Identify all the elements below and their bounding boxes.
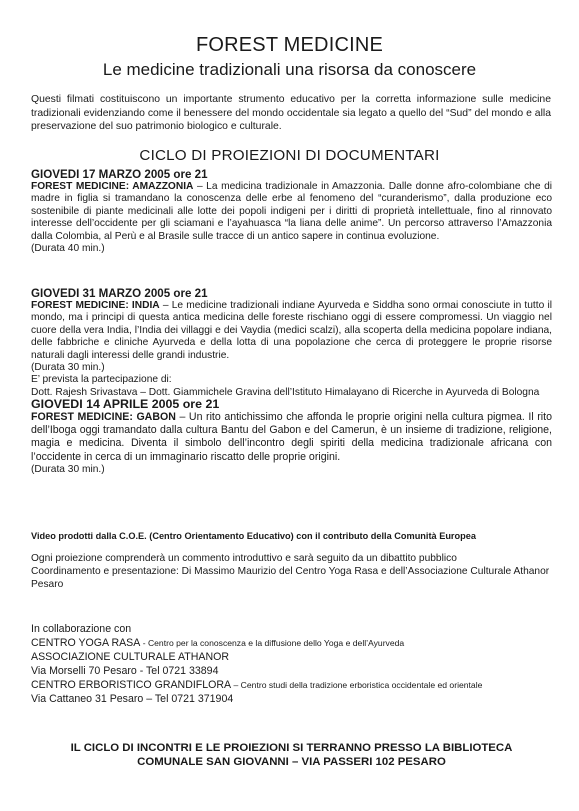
centro-yoga-name: CENTRO YOGA RASA — [31, 637, 141, 649]
event-india — [31, 287, 552, 399]
event-date: GIOVEDI 17 MARZO 2005 ore 21 — [31, 168, 208, 181]
grandiflora-desc: – Centro studi della tradizione erboristica occidentale ed orientale — [231, 680, 483, 690]
collaboration-block — [31, 622, 561, 706]
event-description — [31, 181, 552, 243]
venue-line-1: IL CICLO DI INCONTRI E LE PROIEZIONI SI TERRANNO PRESSO LA BIBLIOTECA — [70, 742, 513, 754]
grandiflora-address: Via Cattaneo 31 Pesaro – Tel 0721 371904 — [31, 693, 234, 705]
projection-note: Ogni proiezione comprenderà un commento introduttivo e sarà seguito da un dibattito pubblico — [31, 553, 457, 564]
event-film-title: FOREST MEDICINE: INDIA — [31, 300, 160, 311]
event-description — [31, 300, 552, 362]
venue-footer — [31, 741, 552, 769]
event-duration: (Durata 30 min.) — [31, 463, 105, 475]
athanor-name: ASSOCIAZIONE CULTURALE ATHANOR — [31, 651, 229, 663]
event-duration: (Durata 40 min.) — [31, 243, 105, 255]
centro-yoga-line — [31, 636, 561, 650]
participants: Dott. Rajesh Srivastava – Dott. Giammichele Gravina dell’Istituto Himalayano di Ricerche in Ayurveda di Bologna — [31, 386, 540, 398]
event-film-title: FOREST MEDICINE: GABON — [31, 411, 176, 423]
intro-paragraph: Questi filmati costituiscono un importante strumento educativo per la corretta informazione sulle medicine tradizionali evidenziando come il benessere del mondo occidentale sia legato a quello del “Sud” del mondo e alla preservazione del suo patrimonio biologico e culturale. — [31, 94, 551, 133]
event-date: GIOVEDI 14 APRILE 2005 ore 21 — [31, 397, 220, 411]
event-duration: (Durata 30 min.) — [31, 362, 105, 374]
page-title: FOREST MEDICINE — [195, 34, 384, 56]
event-description-text: – La medicina tradizionale in Amazzonia. Dalle donne afro-colombiane che di madre in figlia si tramandano la conoscenza delle erbe al fenomeno del “curanderismo”, dalla produzione eco sostenibile di piante medicinali alle lotte dei popoli indigeni per i diritti di proprietà intellettuale, fino al rinnovato interesse dell’occidente per gli sciamani e l’ayahuasca “la liana delle anime”. Un percorso attraverso l’Amazzonia dalla Colombia, al Perù e al Brasile sulle tracce di un antico sapere in continua evoluzione. — [31, 181, 552, 242]
grandiflora-name: CENTRO ERBORISTICO GRANDIFLORA — [31, 679, 232, 691]
event-description — [31, 411, 552, 464]
centro-yoga-desc: - Centro per la conoscenza e la diffusione dello Yoga e dell’Ayurveda — [140, 638, 405, 648]
event-description-text: – Le medicine tradizionali indiane Ayurveda e Siddha sono ormai conosciute in tutto il mondo, ma i principi di questa antica medicina delle foreste rischiano oggi di essere compromessi. Un viaggio nel cuore della vera India, l’India dei villaggi e dei Vaydia (medici scalzi), alla scoperta della medicina popolare indiana, delle fabbriche e cliniche Ayurveda e della lotta di una popolazione che cerca di proteggere le proprie risorse naturali dagli interessi delle grandi industrie. — [31, 300, 552, 361]
venue-line-2: COMUNALE SAN GIOVANNI – VIA PASSERI 102 PESARO — [137, 756, 446, 768]
video-note: Video prodotti dalla C.O.E. (Centro Orientamento Educativo) con il contributo della Comunità Europea — [31, 531, 476, 541]
participation-label: E’ prevista la partecipazione di: — [31, 374, 172, 386]
cycle-heading: CICLO DI PROIEZIONI DI DOCUMENTARI — [139, 147, 440, 164]
event-description-text: – Un rito antichissimo che affonda le proprie origini nella cultura pigmea. Il rito dell’Iboga oggi tramandato dalla cultura Bantu del Gabon e del Camerun, è un insieme di tradizione, religione, magia e medicina. Diventa il simbolo dell’incontro degli spiriti della medicina tradizionale africana con l’occidente in cerca di un immaginario riscatto delle proprie origini. — [31, 411, 552, 463]
event-date: GIOVEDI 31 MARZO 2005 ore 21 — [31, 287, 208, 300]
coordination-note: Coordinamento e presentazione: Di Massimo Maurizio del Centro Yoga Rasa e dell’Associazione Culturale Athanor Pesaro — [31, 566, 550, 590]
event-amazzonia — [31, 168, 552, 255]
event-gabon — [31, 398, 552, 476]
athanor-address: Via Morselli 70 Pesaro - Tel 0721 33894 — [31, 665, 219, 677]
collaboration-label: In collaborazione con — [31, 623, 132, 635]
page-subtitle: Le medicine tradizionali una risorsa da conoscere — [102, 60, 477, 79]
grandiflora-line — [31, 678, 561, 692]
event-film-title: FOREST MEDICINE: AMAZZONIA — [31, 181, 194, 192]
